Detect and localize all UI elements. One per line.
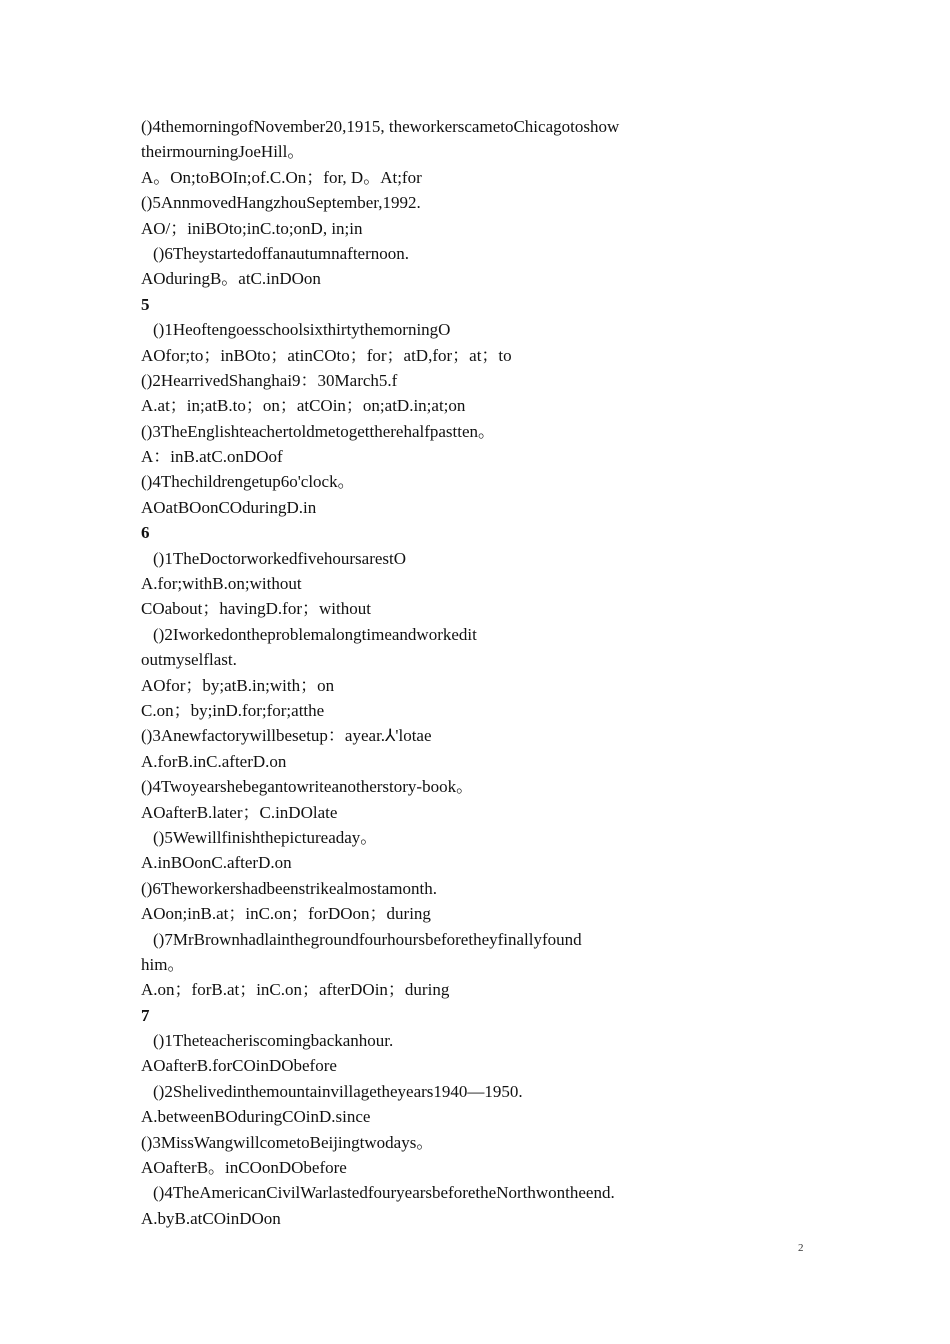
question-line: ()3Anewfactorywillbesetup：ayear.⅄'lotae <box>141 726 432 746</box>
question-line: ()6Theystartedoffanautumnafternoon. <box>153 243 410 263</box>
answer-options: A.inBOonC.afterD.on <box>141 853 292 873</box>
answer-options: A：inB.atC.onDOof <box>141 447 283 467</box>
question-line: ()4TheAmericanCivilWarlastedfouryearsbeforetheNorthwontheend. <box>153 1183 615 1203</box>
question-line: ()6Theworkershadbeenstrikealmostamonth. <box>141 878 437 898</box>
question-line: ()3TheEnglishteachertoldmetogettherehalfpastten。 <box>141 421 496 441</box>
question-line: ()1HeoftengoesschoolsixthirtythemorningO <box>153 320 451 340</box>
answer-options: AOduringB。atC.inDOon <box>141 269 321 289</box>
answer-options: AOafterB.forCOinDObefore <box>141 1056 337 1076</box>
question-line: ()4Thechildrengetup6o'clock。 <box>141 472 355 492</box>
answer-options: A.at；in;atB.to；on；atCOin；on;atD.in;at;on <box>141 396 466 416</box>
question-line: ()2Shelivedinthemountainvillagetheyears1940—1950. <box>153 1081 523 1101</box>
answer-options: A.betweenBOduringCOinD.since <box>141 1107 371 1127</box>
answer-options: AOfor；by;atB.in;with；on <box>141 675 335 695</box>
question-line: ()5Wewillfinishthepictureaday。 <box>153 827 378 847</box>
question-line: ()3MissWangwillcometoBeijingtwodays。 <box>141 1132 434 1152</box>
question-line: ()2HearrivedShanghai9：30March5.f <box>141 370 398 390</box>
answer-options: A。On;toBOIn;of.C.On；for, D。At;for <box>141 167 422 187</box>
answer-options: AOafterB.later；C.inDOlate <box>141 802 338 822</box>
answer-options: AOon;inB.at；inC.on；forDOon；during <box>141 904 431 924</box>
answer-options: COabout；havingD.for；without <box>141 599 371 619</box>
answer-options: AOafterB。inCOonDObefore <box>141 1158 347 1178</box>
answer-options: A.byB.atCOinDOon <box>141 1208 281 1228</box>
answer-options: A.for;withB.on;without <box>141 574 302 594</box>
question-line: ()2Iworkedontheproblemalongtimeandworkedit <box>153 624 477 644</box>
answer-options: AOatBOonCOduringD.in <box>141 497 317 517</box>
section-number: 7 <box>141 1005 150 1025</box>
page-number: 2 <box>798 1242 804 1254</box>
answer-options: A.on；forB.at；inC.on；afterDOin；during <box>141 980 450 1000</box>
question-line: ()4Twoyearshebegantowriteanotherstory-book。 <box>141 777 474 797</box>
answer-options: AO/；iniBOto;inC.to;onD, in;in <box>141 218 363 238</box>
question-line: him。 <box>141 954 185 974</box>
exercise-text-block <box>141 114 841 1231</box>
answer-options: C.on；by;inD.for;for;atthe <box>141 700 325 720</box>
question-line: outmyselflast. <box>141 650 237 670</box>
question-line: theirmourningJoeHill。 <box>141 142 305 162</box>
answer-options: AOfor;to；inBOto；atinCOto；for；atD,for；at；to <box>141 345 512 365</box>
question-line: ()1TheDoctorworkedfivehoursarestO <box>153 548 407 568</box>
section-number: 5 <box>141 294 150 314</box>
section-number: 6 <box>141 523 150 543</box>
question-line: ()1Theteacheriscomingbackanhour. <box>153 1031 394 1051</box>
question-line: ()5AnnmovedHangzhouSeptember,1992. <box>141 193 421 213</box>
question-line: ()4themorningofNovember20,1915, theworkerscametoChicagotoshow <box>141 117 620 136</box>
question-line: ()7MrBrownhadlainthegroundfourhoursbeforetheyfinallyfound <box>153 929 582 949</box>
answer-options: A.forB.inC.afterD.on <box>141 751 287 771</box>
